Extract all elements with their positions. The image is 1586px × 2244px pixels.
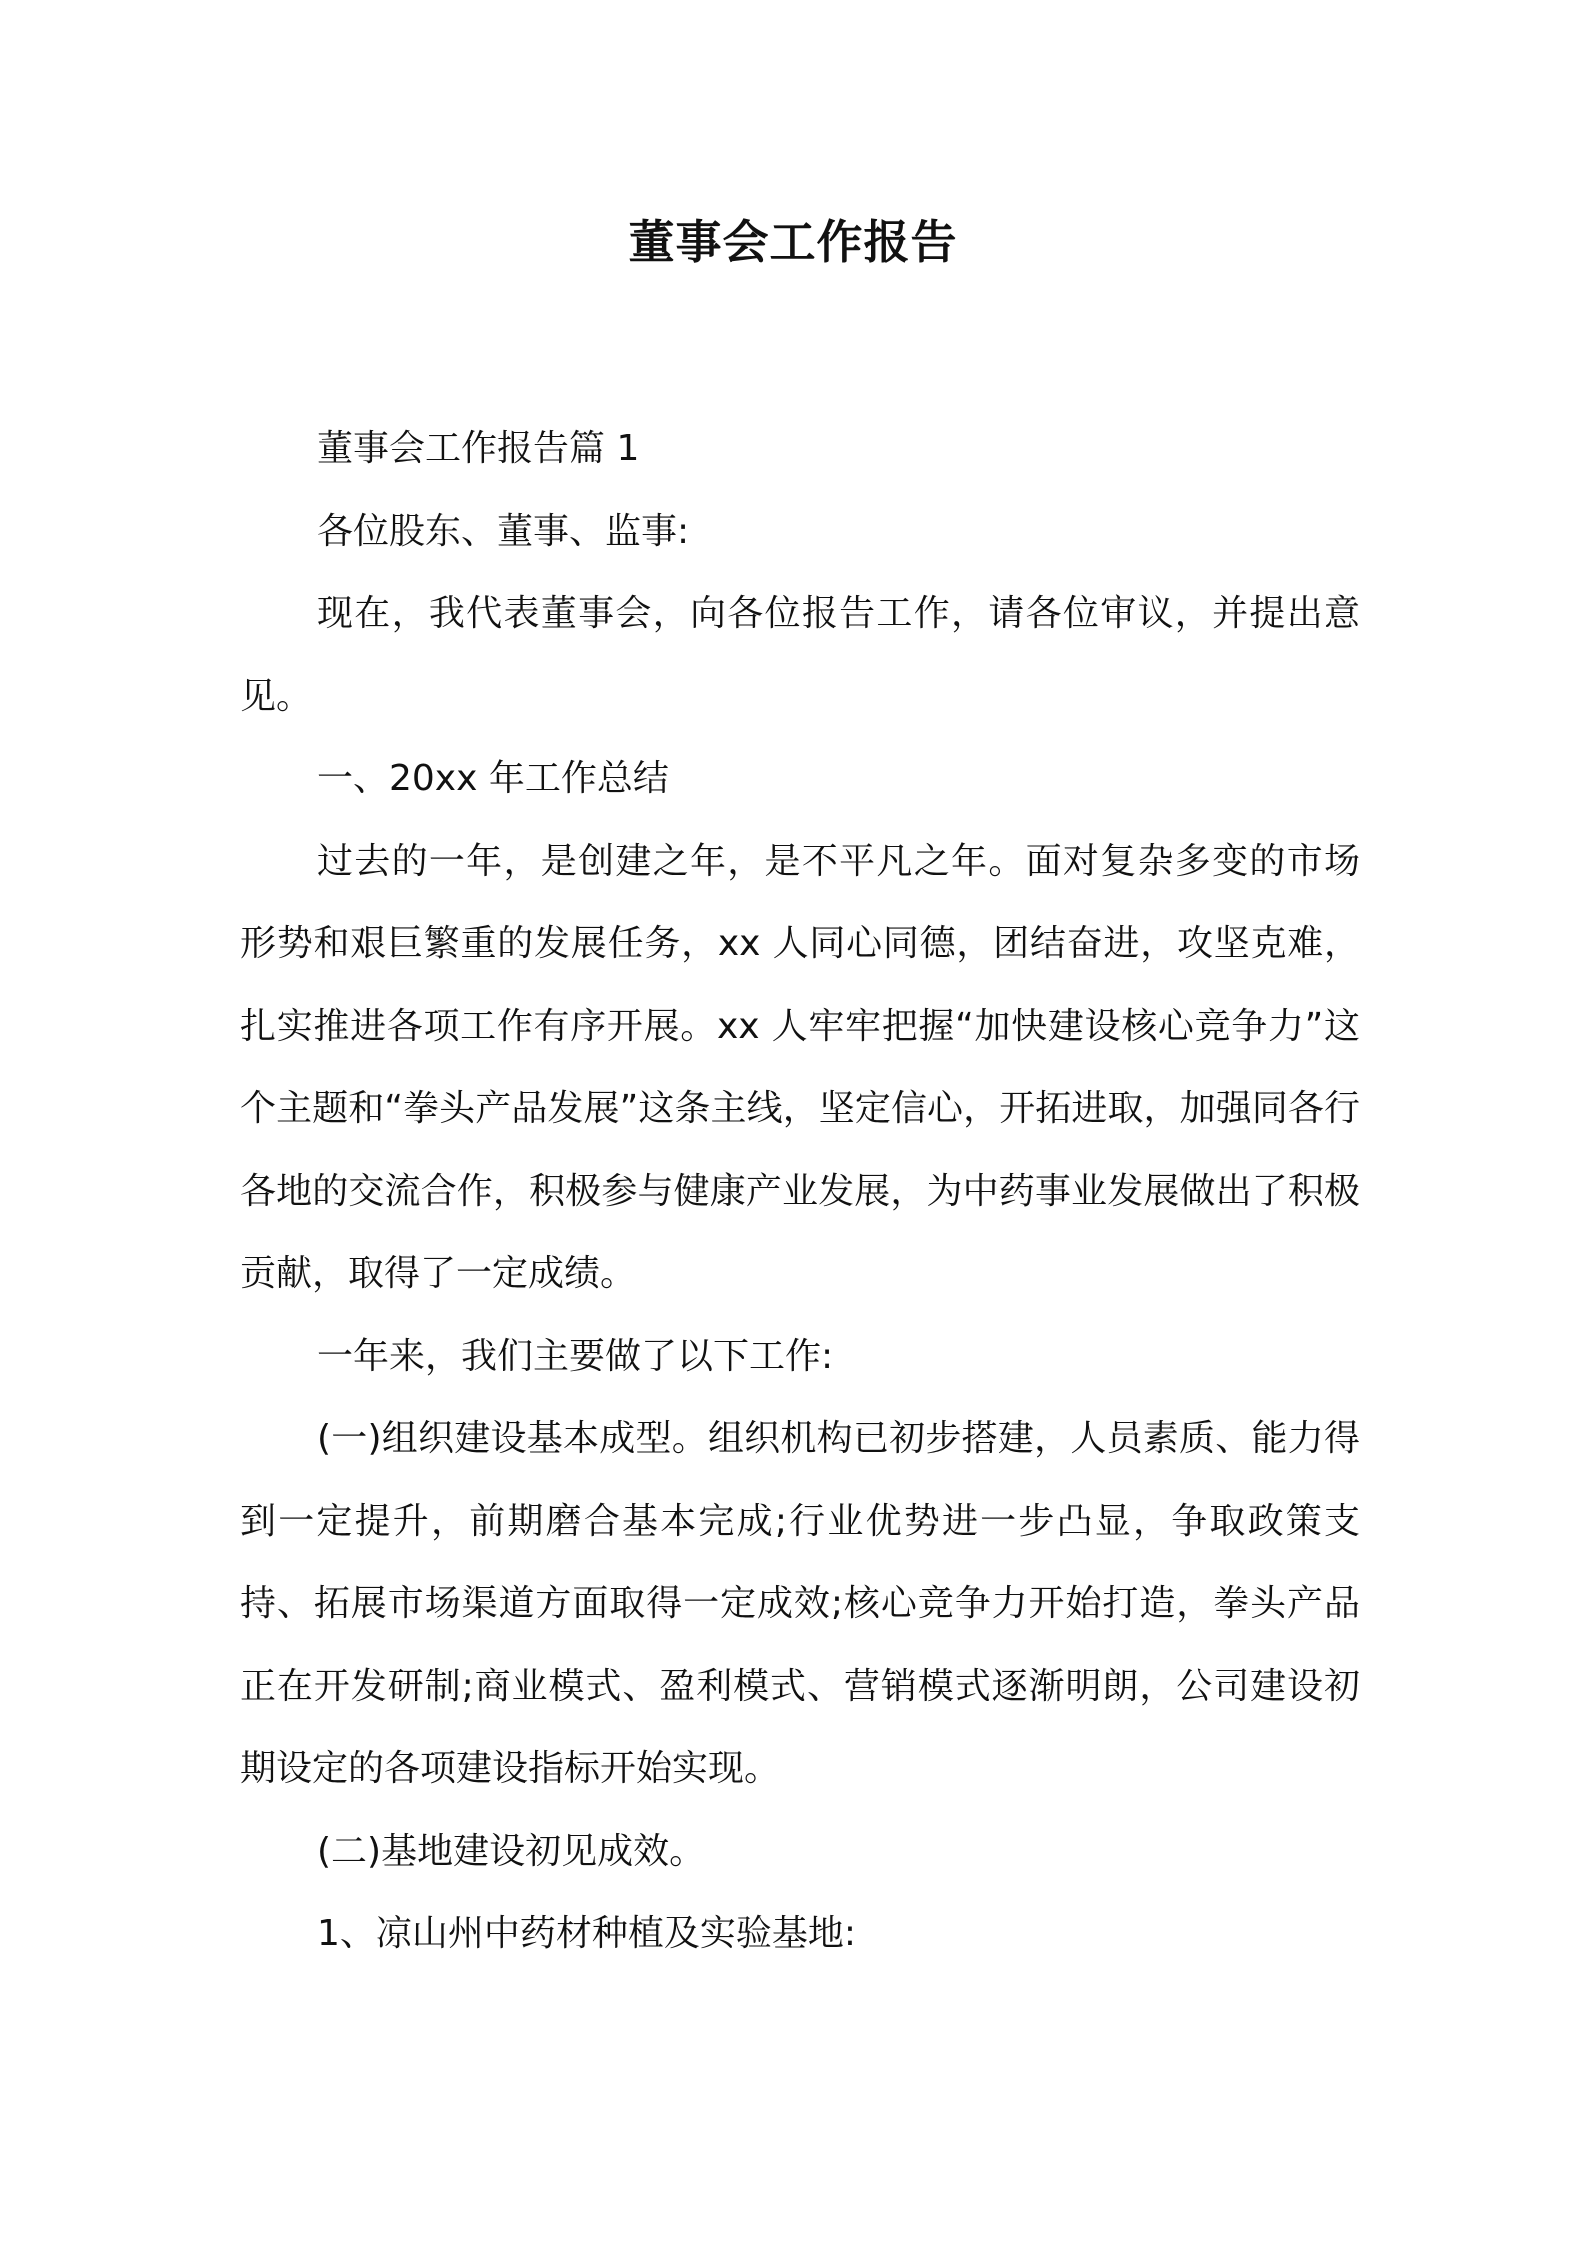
organization-paragraph: (一)组织建设基本成型。组织机构已初步搭建，人员素质、能力得到一定提升，前期磨合基本完成;行业优势进一步凸显，争取政策支持、拓展市场渠道方面取得一定成效;核心竞争力开始打造，拳头产品正在开发研制;商业模式、盈利模式、营销模式逐渐明朗，公司建设初期设定的各项建设指标开始实现。	[240, 1418, 1360, 1789]
intro-paragraph: 现在，我代表董事会，向各位报告工作，请各位审议，并提出意见。	[240, 593, 1360, 717]
liangshan-base-item: 1、凉山州中药材种植及实验基地:	[317, 1913, 857, 1954]
section-heading: 董事会工作报告篇 1	[317, 428, 640, 469]
base-construction-heading: (二)基地建设初见成效。	[317, 1830, 706, 1872]
work-intro-paragraph: 一年来，我们主要做了以下工作:	[317, 1335, 834, 1377]
document-body	[240, 408, 1360, 1976]
salutation: 各位股东、董事、监事:	[317, 510, 690, 552]
summary-paragraph: 过去的一年，是创建之年，是不平凡之年。面对复杂多变的市场形势和艰巨繁重的发展任务，xx 人同心同德，团结奋进，攻坚克难，扎实推进各项工作有序开展。xx 人牢牢把握“加快建设核心竞争力”这个主题和“拳头产品发展”这条主线，坚定信心，开拓进取，加强同各行各地的交流合作，积极参与健康产业发展，为中药事业发展做出了积极贡献，取得了一定成绩。	[240, 840, 1360, 1294]
document-title: 董事会工作报告	[628, 215, 958, 269]
summary-heading: 一、20xx 年工作总结	[317, 758, 669, 799]
